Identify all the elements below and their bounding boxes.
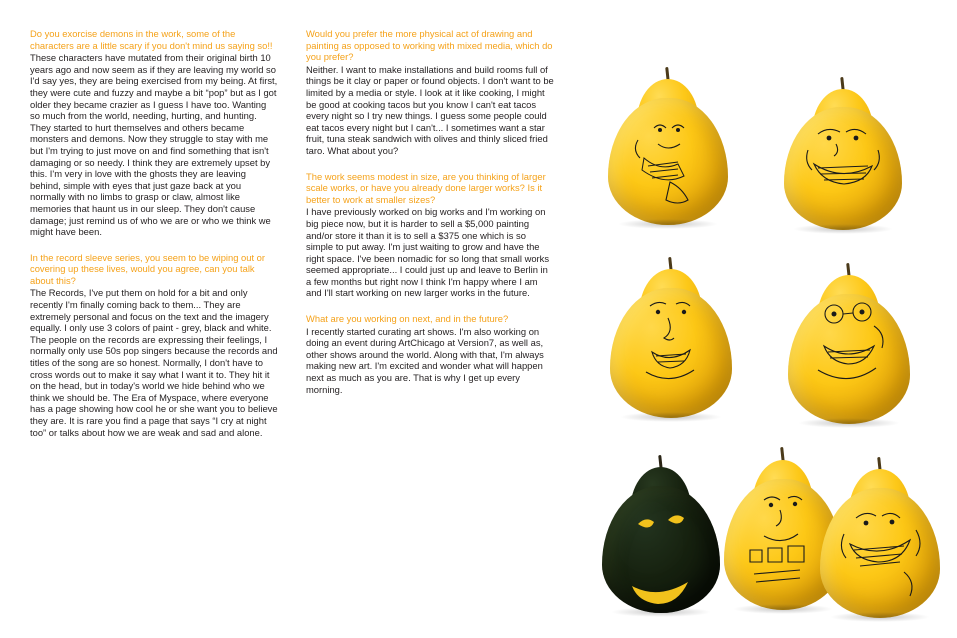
pear-illustration bbox=[788, 266, 910, 424]
pear-body bbox=[610, 288, 732, 418]
answer-text: I have previously worked on big works and I'm working on big piece now, but it is harder to sell a $5,000 painting and/or store it than it is to sell a $375 one which is so simple to put away. I'm just waiting to grow and have the right space. I've been nomadic for so long that small works seemed appropriate... I could just up and leave to Berlin in a few months but right now I think I'm happy where I am and I'll start working on new larger works in the future. bbox=[306, 206, 550, 299]
answer-text: These characters have mutated from their original birth 10 years ago and now seem as if they are leaving my world so I'd say yes, they are being exercised from my being. At first, they were cute and fuzzy and maybe a bit “pop” but as I got older they became crazier as I guess I have too. Wanting so much from the world, needing, hurting, and hunting. They started to hurt themselves and others became monsters and demons. Now they struggle to stay with me but I'm trying to just move on and find something that isn't damaging or so needy. I think they are extremely upset by this. I'm very in love with the ghosts they are leaving behind, simple with eyes that just gaze back at you normally with no limbs to grasp or claw, almost like memories that haunt us in our sleep. They don't cause damage; just remind us of who we are or who we think we might have been. bbox=[30, 52, 278, 238]
left-column bbox=[30, 28, 278, 438]
middle-column bbox=[306, 28, 554, 395]
pear-photo bbox=[784, 80, 902, 230]
question-text: The work seems modest in size, are you thinking of larger scale works, or have you already done larger works? Is it better to work at smaller sizes? bbox=[306, 170, 546, 205]
question-text: In the record sleeve series, you seem to be wiping out or covering up these lives, would you agree, can you talk about this? bbox=[30, 251, 266, 286]
pear-illustration bbox=[602, 458, 720, 613]
pear-photo bbox=[610, 260, 732, 418]
question-text: What are you working on next, and in the future? bbox=[306, 313, 509, 325]
pear-photo bbox=[602, 458, 720, 613]
pear-shadow bbox=[611, 607, 710, 617]
pear-shadow bbox=[793, 224, 892, 234]
pear-photo bbox=[788, 266, 910, 424]
pear-shadow bbox=[733, 604, 832, 614]
question-text: Do you exorcise demons in the work, some of the characters are a little scary if you don't mind us saying so!! bbox=[30, 28, 273, 51]
pear-photo bbox=[608, 70, 728, 225]
pear-shadow bbox=[620, 412, 722, 422]
pear-illustration bbox=[610, 260, 732, 418]
pear-body bbox=[784, 107, 902, 230]
pear-shadow bbox=[830, 612, 931, 622]
pear-illustration bbox=[608, 70, 728, 225]
answer-text: Neither. I want to make installations and build rooms full of things be it clay or paper or found objects. I don't want to be limited by a media or style. I look at it like cooking, I might be good at cooking tacos but you know I can't eat tacos every night so I try new things. I guess some people could eat tacos every night but I can't... I sometimes want a star fruit, tuna steak sandwich with olives and thinly sliced fried taro. What about you? bbox=[306, 63, 554, 156]
pear-illustration bbox=[784, 80, 902, 230]
pear-shadow bbox=[618, 219, 719, 229]
question-text: Would you prefer the more physical act of drawing and painting as opposed to working with mixed media, which do you prefer? bbox=[306, 28, 553, 63]
pear-photo bbox=[820, 460, 940, 618]
pear-photo-gallery bbox=[588, 40, 948, 620]
pear-body bbox=[608, 98, 728, 225]
pear-shadow bbox=[798, 418, 900, 428]
answer-text: I recently started curating art shows. I'm also working on doing an event during ArtChicago at Version7, as well as, other shows around the world. Along with that, I'm always making new art. I'm excited and wonder what will happen next as much as you are. That is why I get up every morning. bbox=[306, 325, 544, 395]
pear-body bbox=[820, 488, 940, 618]
pear-illustration bbox=[820, 460, 940, 618]
pear-body bbox=[788, 294, 910, 424]
pear-body bbox=[602, 486, 720, 613]
answer-text: The Records, I've put them on hold for a bit and only recently I'm finally coming back to them... They are extremely personal and focus on the text and the imagery equally. I only use 3 colors of paint - grey, black and white. The people on the records are expressing their feelings, I normally only use 50s pop singers because the records and titles of the song are so honest. Normally, I don't have to cross words out to make it say what I want it to. They hit it on the head, but in today's world we hide behind who we think we should be. The Era of Myspace, where everyone has a page showing how cool he or she want you to believe they are. It is rare you find a page that says “I cry at night too” or talks about how we are weak and sad and alone. bbox=[30, 287, 278, 438]
